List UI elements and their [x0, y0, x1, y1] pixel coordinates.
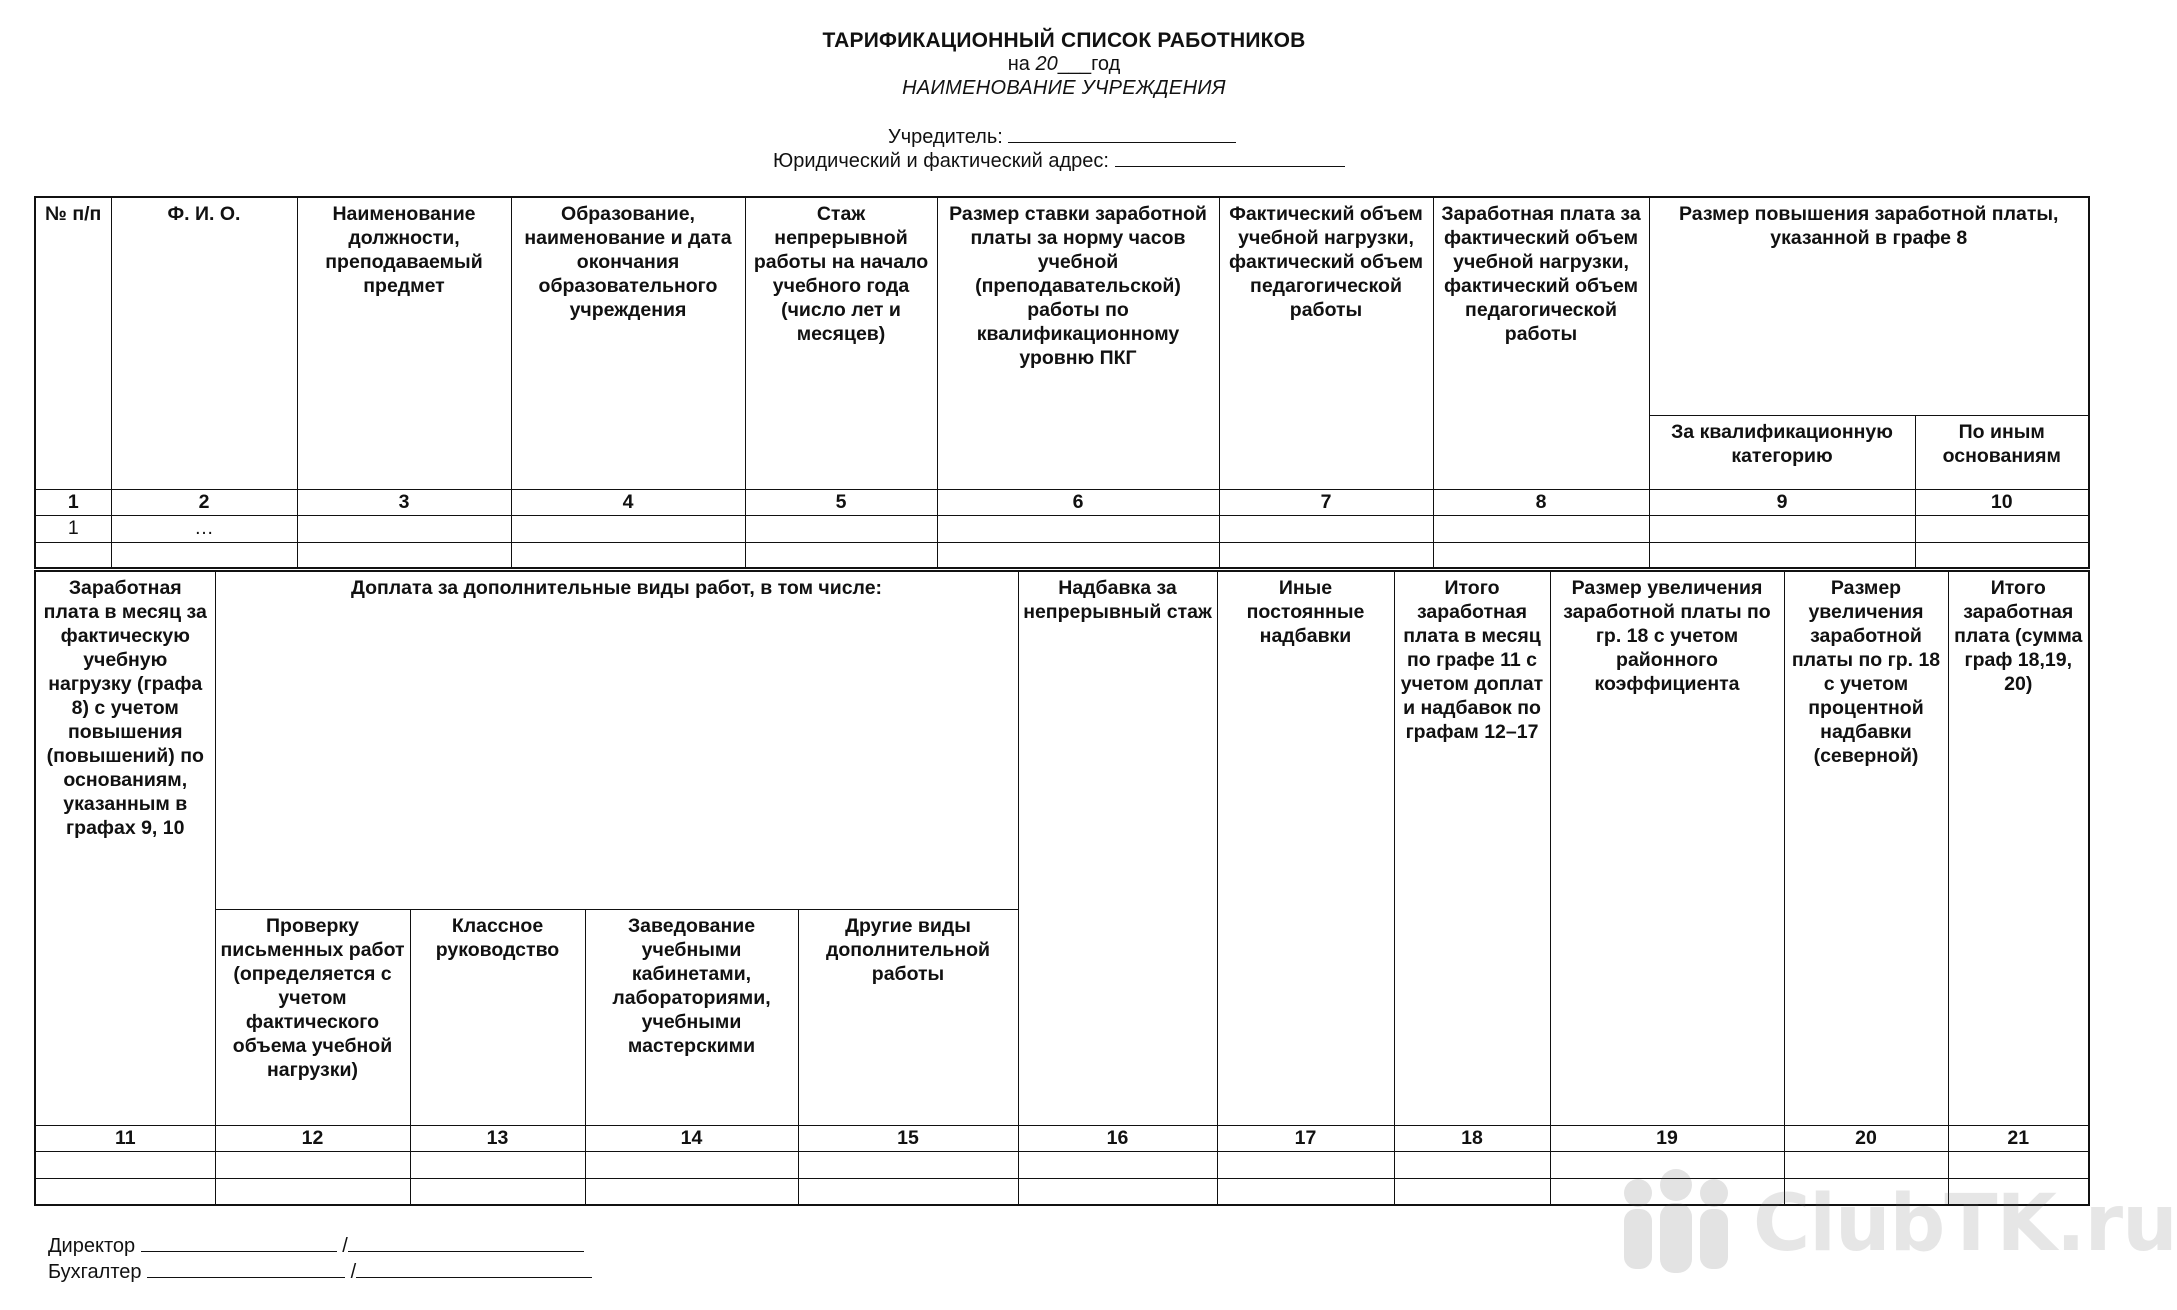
header-col-7: Фактический объем учебной нагрузки, фактический объем педагогической работы [1219, 197, 1433, 489]
data-cell[interactable] [585, 1151, 798, 1178]
data-cell[interactable] [1649, 515, 1915, 542]
data-cell[interactable] [1948, 1178, 2089, 1205]
col-number: 10 [1915, 489, 2089, 515]
data-cell[interactable] [297, 515, 511, 542]
data-cell[interactable] [1784, 1151, 1948, 1178]
header-col-3: Наименование должности, преподаваемый предмет [297, 197, 511, 489]
director-label: Директор [48, 1235, 136, 1257]
data-cell[interactable] [1018, 1151, 1217, 1178]
director-signature-line [48, 1234, 584, 1256]
header-col-21: Итого заработная плата (сумма граф 18,19, 20) [1948, 571, 2089, 1125]
table2-data-row [35, 1151, 2089, 1178]
data-cell[interactable] [1784, 1178, 1948, 1205]
header-col-16: Надбавка за непрерывный стаж [1018, 571, 1217, 1125]
col-number: 3 [297, 489, 511, 515]
table2-data-row [35, 1178, 2089, 1205]
data-cell[interactable] [511, 542, 745, 568]
col-number: 4 [511, 489, 745, 515]
header-col-9-10-group: Размер повышения заработной платы, указанной в графе 8 [1649, 197, 2089, 415]
table1-data-row [35, 542, 2089, 568]
col-number: 17 [1217, 1125, 1394, 1151]
founder-line [888, 125, 1236, 147]
col-number: 2 [111, 489, 297, 515]
col-number: 12 [215, 1125, 410, 1151]
row-number-cell[interactable]: 1 [35, 515, 111, 542]
year-value: 20 [1035, 53, 1058, 75]
subheader-col-13: Классное руководство [410, 909, 585, 1125]
data-cell[interactable] [410, 1178, 585, 1205]
subheader-col-10: По иным основаниям [1915, 415, 2089, 489]
header-col-1: № п/п [35, 197, 111, 489]
document-title: ТАРИФИКАЦИОННЫЙ СПИСОК РАБОТНИКОВ [822, 29, 1306, 52]
data-cell[interactable] [1219, 542, 1433, 568]
header-col-19: Размер увеличения заработной платы по гр. 18 с учетом районного коэффициента [1550, 571, 1784, 1125]
header-col-6: Размер ставки заработной платы за норму часов учебной (преподавательской) работы по квалификационному уровню ПКГ [937, 197, 1219, 489]
subheader-col-9: За квалификационную категорию [1649, 415, 1915, 489]
data-cell[interactable] [937, 542, 1219, 568]
data-cell[interactable] [1915, 515, 2089, 542]
data-cell[interactable] [410, 1151, 585, 1178]
header-col-12-15-group: Доплата за дополнительные виды работ, в том числе: [215, 571, 1018, 909]
header-col-11: Заработная плата в месяц за фактическую учебную нагрузку (графа 8) с учетом повышения (повышений) по основаниям, указанным в графах 9, 10 [35, 571, 215, 1125]
accountant-signature-field[interactable] [147, 1260, 345, 1278]
data-cell[interactable] [35, 1178, 215, 1205]
col-number: 11 [35, 1125, 215, 1151]
data-cell[interactable] [35, 542, 111, 568]
col-number: 13 [410, 1125, 585, 1151]
col-number: 19 [1550, 1125, 1784, 1151]
data-cell[interactable] [511, 515, 745, 542]
founder-label: Учредитель: [888, 126, 1003, 148]
header-col-5: Стаж непрерывной работы на начало учебного года (число лет и месяцев) [745, 197, 937, 489]
data-cell[interactable] [215, 1151, 410, 1178]
institution-name: НАИМЕНОВАНИЕ УЧРЕЖДЕНИЯ [902, 77, 1226, 99]
col-number: 21 [1948, 1125, 2089, 1151]
director-name-field[interactable] [348, 1234, 584, 1252]
header-col-4: Образование, наименование и дата окончания образовательного учреждения [511, 197, 745, 489]
accountant-name-field[interactable] [356, 1260, 592, 1278]
table1-number-row [35, 489, 2089, 515]
header-col-18: Итого заработная плата в месяц по графе 11 с учетом доплат и надбавок по графам 12–17 [1394, 571, 1550, 1125]
col-number: 5 [745, 489, 937, 515]
data-cell[interactable] [1217, 1151, 1394, 1178]
data-cell[interactable] [111, 542, 297, 568]
col-number: 16 [1018, 1125, 1217, 1151]
signature-separator: / [350, 1261, 357, 1283]
data-cell[interactable] [35, 1151, 215, 1178]
data-cell[interactable] [1948, 1151, 2089, 1178]
table2-number-row [35, 1125, 2089, 1151]
col-number: 6 [937, 489, 1219, 515]
document-year [0, 54, 2128, 74]
subheader-col-14: Заведование учебными кабинетами, лабораториями, учебными мастерскими [585, 909, 798, 1125]
data-cell[interactable] [798, 1151, 1018, 1178]
accountant-label: Бухгалтер [48, 1261, 142, 1283]
signature-separator: / [342, 1235, 348, 1257]
data-cell[interactable] [1394, 1178, 1550, 1205]
data-cell[interactable] [215, 1178, 410, 1205]
data-cell[interactable] [1915, 542, 2089, 568]
data-cell[interactable] [1217, 1178, 1394, 1205]
data-cell[interactable] [1433, 515, 1649, 542]
address-field[interactable] [1115, 149, 1345, 167]
name-cell[interactable]: … [111, 515, 297, 542]
year-suffix: ___год [1057, 53, 1121, 75]
subheader-col-15: Другие виды дополнительной работы [798, 909, 1018, 1125]
subheader-col-12: Проверку письменных работ (определяется с учетом фактического объема учебной нагрузки) [215, 909, 410, 1125]
header-col-8: Заработная плата за фактический объем учебной нагрузки, фактический объем педагогической работы [1433, 197, 1649, 489]
data-cell[interactable] [297, 542, 511, 568]
data-cell[interactable] [798, 1178, 1018, 1205]
data-cell[interactable] [1219, 515, 1433, 542]
col-number: 18 [1394, 1125, 1550, 1151]
year-prefix: на [1007, 53, 1036, 75]
accountant-signature-line [48, 1260, 592, 1282]
header-col-20: Размер увеличения заработной платы по гр. 18 с учетом процентной надбавки (северной) [1784, 571, 1948, 1125]
col-number: 14 [585, 1125, 798, 1151]
director-signature-field[interactable] [141, 1234, 337, 1252]
address-line [773, 149, 1345, 171]
data-cell[interactable] [745, 515, 937, 542]
tariff-table-part-1 [34, 196, 2090, 569]
col-number: 9 [1649, 489, 1915, 515]
founder-field[interactable] [1008, 125, 1236, 143]
table1-data-row [35, 515, 2089, 542]
header-col-17: Иные постоянные надбавки [1217, 571, 1394, 1125]
header-col-2: Ф. И. О. [111, 197, 297, 489]
watermark-text: ClubTK.ru [1753, 1179, 2177, 1269]
data-cell[interactable] [1550, 1178, 1784, 1205]
col-number: 1 [35, 489, 111, 515]
data-cell[interactable] [937, 515, 1219, 542]
data-cell[interactable] [745, 542, 937, 568]
tariff-table-part-2 [34, 570, 2090, 1206]
address-label: Юридический и фактический адрес: [773, 150, 1109, 172]
table2-header-row [35, 571, 2089, 909]
data-cell[interactable] [585, 1178, 798, 1205]
data-cell[interactable] [1550, 1151, 1784, 1178]
data-cell[interactable] [1018, 1178, 1217, 1205]
data-cell[interactable] [1433, 542, 1649, 568]
col-number: 8 [1433, 489, 1649, 515]
data-cell[interactable] [1649, 542, 1915, 568]
col-number: 15 [798, 1125, 1018, 1151]
data-cell[interactable] [1394, 1151, 1550, 1178]
col-number: 20 [1784, 1125, 1948, 1151]
col-number: 7 [1219, 489, 1433, 515]
table1-header-row [35, 197, 2089, 415]
